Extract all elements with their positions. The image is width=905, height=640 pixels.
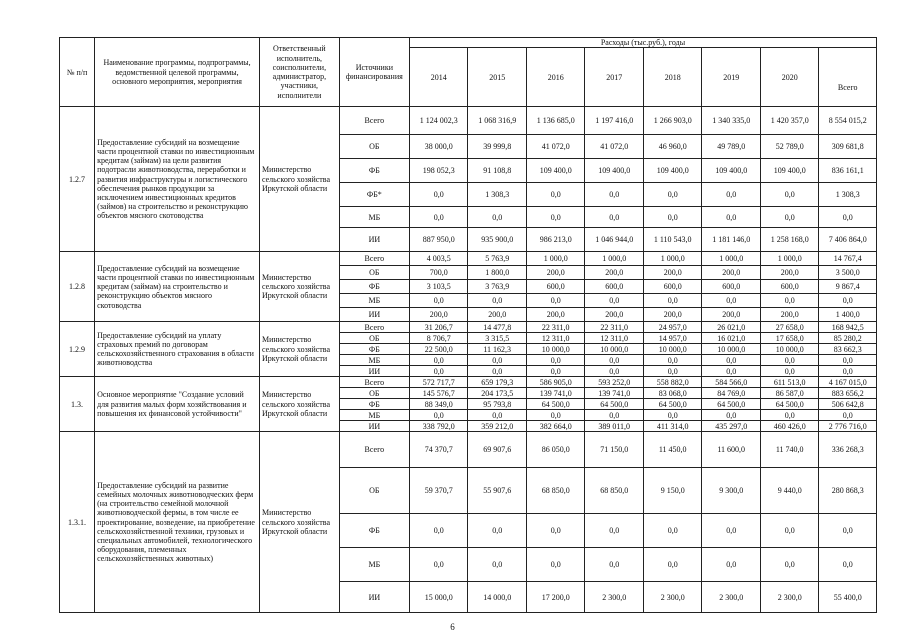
value-cell: 22 311,0 <box>526 322 585 333</box>
item-name: Предоставление субсидий на возмещение части процентной ставки по инвестиционным кредитам (займам) на строительство и реконструкцию объектов мясного скотоводства <box>95 252 260 322</box>
total-cell: 836 161,1 <box>819 159 877 183</box>
value-cell: 8 706,7 <box>409 333 468 344</box>
value-cell: 109 400,0 <box>760 159 819 183</box>
value-cell: 600,0 <box>585 280 644 294</box>
header-executor: Ответственный исполнитель, соисполнители, администратор, участники, исполнители <box>259 38 339 107</box>
value-cell: 11 162,3 <box>468 344 527 355</box>
value-cell: 0,0 <box>526 294 585 308</box>
value-cell: 0,0 <box>643 207 702 228</box>
value-cell: 16 021,0 <box>702 333 761 344</box>
value-cell: 86 050,0 <box>526 432 585 468</box>
value-cell: 0,0 <box>585 366 644 377</box>
value-cell: 0,0 <box>760 183 819 207</box>
value-cell: 0,0 <box>468 207 527 228</box>
total-cell: 3 500,0 <box>819 266 877 280</box>
value-cell: 411 314,0 <box>643 421 702 432</box>
header-year: 2016 <box>526 48 585 107</box>
value-cell: 10 000,0 <box>643 344 702 355</box>
item-executor: Министерство сельского хозяйства Иркутской области <box>259 252 339 322</box>
item-executor: Министерство сельского хозяйства Иркутской области <box>259 377 339 432</box>
value-cell: 109 400,0 <box>585 159 644 183</box>
value-cell: 3 103,5 <box>409 280 468 294</box>
table-row <box>60 107 877 135</box>
value-cell: 10 000,0 <box>702 344 761 355</box>
total-cell: 883 656,2 <box>819 388 877 399</box>
value-cell: 64 500,0 <box>760 399 819 410</box>
value-cell: 611 513,0 <box>760 377 819 388</box>
value-cell: 0,0 <box>409 207 468 228</box>
header-year: 2014 <box>409 48 468 107</box>
total-cell: 1 400,0 <box>819 308 877 322</box>
value-cell: 200,0 <box>409 308 468 322</box>
total-cell: 0,0 <box>819 366 877 377</box>
header-year: 2015 <box>468 48 527 107</box>
value-cell: 3 763,9 <box>468 280 527 294</box>
value-cell: 52 789,0 <box>760 135 819 159</box>
value-cell: 1 110 543,0 <box>643 228 702 252</box>
header-expenses: Расходы (тыс.руб.), годы <box>409 38 876 48</box>
value-cell: 0,0 <box>409 548 468 582</box>
funding-source: МБ <box>339 548 409 582</box>
value-cell: 0,0 <box>409 355 468 366</box>
budget-table <box>59 37 877 613</box>
value-cell: 572 717,7 <box>409 377 468 388</box>
item-number: 1.2.9 <box>60 322 95 377</box>
value-cell: 986 213,0 <box>526 228 585 252</box>
value-cell: 0,0 <box>643 183 702 207</box>
value-cell: 0,0 <box>585 548 644 582</box>
value-cell: 9 440,0 <box>760 468 819 514</box>
value-cell: 2 300,0 <box>702 582 761 613</box>
value-cell: 86 587,0 <box>760 388 819 399</box>
total-cell: 1 308,3 <box>819 183 877 207</box>
value-cell: 41 072,0 <box>526 135 585 159</box>
value-cell: 22 311,0 <box>585 322 644 333</box>
value-cell: 1 266 903,0 <box>643 107 702 135</box>
value-cell: 39 999,8 <box>468 135 527 159</box>
funding-source: МБ <box>339 294 409 308</box>
value-cell: 5 763,9 <box>468 252 527 266</box>
value-cell: 14 957,0 <box>643 333 702 344</box>
value-cell: 558 882,0 <box>643 377 702 388</box>
value-cell: 59 370,7 <box>409 468 468 514</box>
value-cell: 49 789,0 <box>702 135 761 159</box>
value-cell: 0,0 <box>585 294 644 308</box>
value-cell: 145 576,7 <box>409 388 468 399</box>
value-cell: 0,0 <box>409 410 468 421</box>
value-cell: 0,0 <box>409 183 468 207</box>
total-cell: 336 268,3 <box>819 432 877 468</box>
value-cell: 83 068,0 <box>643 388 702 399</box>
value-cell: 0,0 <box>702 410 761 421</box>
value-cell: 38 000,0 <box>409 135 468 159</box>
item-name: Предоставление субсидий на развитие семейных молочных животноводческих ферм (на строительство семейной молочной животноводческой фермы, в том числе ее проектирование, возведение, на приобретение сельскохозяйственной техники, грузовых и специальных автомобилей, технологического оборудования, племенных сельскохозяйственных животных) <box>95 432 260 613</box>
header-year: 2020 <box>760 48 819 107</box>
value-cell: 15 000,0 <box>409 582 468 613</box>
value-cell: 584 566,0 <box>702 377 761 388</box>
total-cell: 280 868,3 <box>819 468 877 514</box>
value-cell: 27 658,0 <box>760 322 819 333</box>
value-cell: 0,0 <box>526 355 585 366</box>
value-cell: 0,0 <box>585 355 644 366</box>
funding-source: Всего <box>339 377 409 388</box>
funding-source: ИИ <box>339 228 409 252</box>
header-source: Источники финансирования <box>339 38 409 107</box>
value-cell: 200,0 <box>702 266 761 280</box>
value-cell: 2 300,0 <box>643 582 702 613</box>
funding-source: ФБ <box>339 399 409 410</box>
header-year: 2019 <box>702 48 761 107</box>
value-cell: 0,0 <box>760 548 819 582</box>
funding-source: Всего <box>339 107 409 135</box>
value-cell: 935 900,0 <box>468 228 527 252</box>
value-cell: 0,0 <box>643 410 702 421</box>
value-cell: 0,0 <box>702 548 761 582</box>
funding-source: ОБ <box>339 135 409 159</box>
value-cell: 389 011,0 <box>585 421 644 432</box>
value-cell: 1 420 357,0 <box>760 107 819 135</box>
value-cell: 10 000,0 <box>526 344 585 355</box>
value-cell: 1 046 944,0 <box>585 228 644 252</box>
value-cell: 200,0 <box>468 308 527 322</box>
value-cell: 0,0 <box>526 410 585 421</box>
value-cell: 64 500,0 <box>702 399 761 410</box>
value-cell: 64 500,0 <box>643 399 702 410</box>
value-cell: 0,0 <box>526 207 585 228</box>
value-cell: 200,0 <box>702 308 761 322</box>
item-executor: Министерство сельского хозяйства Иркутской области <box>259 107 339 252</box>
funding-source: ФБ* <box>339 183 409 207</box>
value-cell: 586 905,0 <box>526 377 585 388</box>
header-num: № п/п <box>60 38 95 107</box>
funding-source: ОБ <box>339 388 409 399</box>
value-cell: 0,0 <box>585 410 644 421</box>
value-cell: 0,0 <box>526 548 585 582</box>
table-row <box>60 322 877 333</box>
value-cell: 2 300,0 <box>760 582 819 613</box>
value-cell: 1 000,0 <box>760 252 819 266</box>
value-cell: 0,0 <box>760 294 819 308</box>
value-cell: 2 300,0 <box>585 582 644 613</box>
value-cell: 200,0 <box>760 266 819 280</box>
value-cell: 0,0 <box>526 366 585 377</box>
funding-source: ФБ <box>339 514 409 548</box>
value-cell: 435 297,0 <box>702 421 761 432</box>
item-number: 1.3. <box>60 377 95 432</box>
value-cell: 198 052,3 <box>409 159 468 183</box>
value-cell: 91 108,8 <box>468 159 527 183</box>
item-executor: Министерство сельского хозяйства Иркутской области <box>259 432 339 613</box>
value-cell: 600,0 <box>643 280 702 294</box>
value-cell: 12 311,0 <box>585 333 644 344</box>
value-cell: 200,0 <box>526 266 585 280</box>
total-cell: 7 406 864,0 <box>819 228 877 252</box>
value-cell: 0,0 <box>468 355 527 366</box>
total-cell: 0,0 <box>819 207 877 228</box>
total-cell: 2 776 716,0 <box>819 421 877 432</box>
total-cell: 8 554 015,2 <box>819 107 877 135</box>
value-cell: 0,0 <box>702 207 761 228</box>
value-cell: 0,0 <box>526 183 585 207</box>
header-year: 2018 <box>643 48 702 107</box>
value-cell: 700,0 <box>409 266 468 280</box>
value-cell: 11 450,0 <box>643 432 702 468</box>
value-cell: 600,0 <box>760 280 819 294</box>
value-cell: 14 000,0 <box>468 582 527 613</box>
value-cell: 0,0 <box>585 207 644 228</box>
value-cell: 0,0 <box>585 183 644 207</box>
page-number: 6 <box>450 622 455 632</box>
total-cell: 0,0 <box>819 355 877 366</box>
funding-source: ИИ <box>339 366 409 377</box>
value-cell: 200,0 <box>760 308 819 322</box>
item-name: Предоставление субсидий на уплату страховых премий по договорам сельскохозяйственного страхования в области животноводства <box>95 322 260 377</box>
funding-source: ФБ <box>339 159 409 183</box>
value-cell: 55 907,6 <box>468 468 527 514</box>
funding-source: ФБ <box>339 280 409 294</box>
value-cell: 139 741,0 <box>526 388 585 399</box>
value-cell: 46 960,0 <box>643 135 702 159</box>
value-cell: 95 793,8 <box>468 399 527 410</box>
funding-source: ОБ <box>339 266 409 280</box>
value-cell: 0,0 <box>760 410 819 421</box>
funding-source: ИИ <box>339 421 409 432</box>
value-cell: 0,0 <box>702 183 761 207</box>
value-cell: 14 477,8 <box>468 322 527 333</box>
header-year: 2017 <box>585 48 644 107</box>
total-cell: 506 642,8 <box>819 399 877 410</box>
value-cell: 109 400,0 <box>526 159 585 183</box>
value-cell: 593 252,0 <box>585 377 644 388</box>
value-cell: 68 850,0 <box>526 468 585 514</box>
value-cell: 0,0 <box>468 294 527 308</box>
value-cell: 0,0 <box>702 294 761 308</box>
value-cell: 200,0 <box>585 266 644 280</box>
table-body <box>60 107 877 613</box>
value-cell: 68 850,0 <box>585 468 644 514</box>
funding-source: МБ <box>339 207 409 228</box>
value-cell: 0,0 <box>409 366 468 377</box>
value-cell: 600,0 <box>526 280 585 294</box>
value-cell: 9 150,0 <box>643 468 702 514</box>
value-cell: 4 003,5 <box>409 252 468 266</box>
value-cell: 11 740,0 <box>760 432 819 468</box>
item-name: Основное мероприятие "Создание условий для развития малых форм хозяйствования и повышения их финансовой устойчивости" <box>95 377 260 432</box>
funding-source: Всего <box>339 252 409 266</box>
value-cell: 659 179,3 <box>468 377 527 388</box>
value-cell: 0,0 <box>468 514 527 548</box>
total-cell: 0,0 <box>819 514 877 548</box>
value-cell: 69 907,6 <box>468 432 527 468</box>
item-number: 1.3.1. <box>60 432 95 613</box>
value-cell: 41 072,0 <box>585 135 644 159</box>
value-cell: 1 068 316,9 <box>468 107 527 135</box>
value-cell: 1 340 335,0 <box>702 107 761 135</box>
value-cell: 0,0 <box>468 366 527 377</box>
item-executor: Министерство сельского хозяйства Иркутской области <box>259 322 339 377</box>
value-cell: 17 658,0 <box>760 333 819 344</box>
funding-source: Всего <box>339 322 409 333</box>
header-name: Наименование программы, подпрограммы, ведомственной целевой программы, основного мероприятия, мероприятия <box>95 38 260 107</box>
item-number: 1.2.7 <box>60 107 95 252</box>
value-cell: 64 500,0 <box>585 399 644 410</box>
total-cell: 4 167 015,0 <box>819 377 877 388</box>
value-cell: 0,0 <box>526 514 585 548</box>
total-cell: 9 867,4 <box>819 280 877 294</box>
value-cell: 11 600,0 <box>702 432 761 468</box>
value-cell: 31 206,7 <box>409 322 468 333</box>
value-cell: 3 315,5 <box>468 333 527 344</box>
header-total: Всего <box>819 48 877 107</box>
total-cell: 309 681,8 <box>819 135 877 159</box>
value-cell: 0,0 <box>643 355 702 366</box>
value-cell: 1 258 168,0 <box>760 228 819 252</box>
value-cell: 1 136 685,0 <box>526 107 585 135</box>
funding-source: ФБ <box>339 344 409 355</box>
value-cell: 338 792,0 <box>409 421 468 432</box>
value-cell: 10 000,0 <box>760 344 819 355</box>
value-cell: 139 741,0 <box>585 388 644 399</box>
value-cell: 600,0 <box>702 280 761 294</box>
total-cell: 83 662,3 <box>819 344 877 355</box>
value-cell: 0,0 <box>702 355 761 366</box>
value-cell: 382 664,0 <box>526 421 585 432</box>
value-cell: 0,0 <box>760 366 819 377</box>
value-cell: 460 426,0 <box>760 421 819 432</box>
total-cell: 0,0 <box>819 294 877 308</box>
value-cell: 0,0 <box>468 410 527 421</box>
total-cell: 0,0 <box>819 548 877 582</box>
value-cell: 0,0 <box>409 514 468 548</box>
funding-source: ИИ <box>339 582 409 613</box>
total-cell: 55 400,0 <box>819 582 877 613</box>
table-row <box>60 432 877 468</box>
value-cell: 12 311,0 <box>526 333 585 344</box>
value-cell: 0,0 <box>760 207 819 228</box>
value-cell: 204 173,5 <box>468 388 527 399</box>
value-cell: 9 300,0 <box>702 468 761 514</box>
value-cell: 200,0 <box>526 308 585 322</box>
funding-source: ОБ <box>339 333 409 344</box>
value-cell: 0,0 <box>643 548 702 582</box>
value-cell: 200,0 <box>643 266 702 280</box>
total-cell: 168 942,5 <box>819 322 877 333</box>
value-cell: 1 308,3 <box>468 183 527 207</box>
funding-source: ИИ <box>339 308 409 322</box>
value-cell: 26 021,0 <box>702 322 761 333</box>
value-cell: 71 150,0 <box>585 432 644 468</box>
value-cell: 0,0 <box>643 366 702 377</box>
value-cell: 84 769,0 <box>702 388 761 399</box>
value-cell: 0,0 <box>643 294 702 308</box>
value-cell: 0,0 <box>702 514 761 548</box>
value-cell: 1 000,0 <box>643 252 702 266</box>
value-cell: 24 957,0 <box>643 322 702 333</box>
value-cell: 109 400,0 <box>643 159 702 183</box>
value-cell: 17 200,0 <box>526 582 585 613</box>
funding-source: МБ <box>339 355 409 366</box>
total-cell: 0,0 <box>819 410 877 421</box>
value-cell: 887 950,0 <box>409 228 468 252</box>
value-cell: 1 000,0 <box>585 252 644 266</box>
total-cell: 14 767,4 <box>819 252 877 266</box>
value-cell: 200,0 <box>585 308 644 322</box>
value-cell: 0,0 <box>468 548 527 582</box>
value-cell: 0,0 <box>409 294 468 308</box>
table-row <box>60 252 877 266</box>
total-cell: 85 280,2 <box>819 333 877 344</box>
value-cell: 359 212,0 <box>468 421 527 432</box>
value-cell: 0,0 <box>760 514 819 548</box>
item-number: 1.2.8 <box>60 252 95 322</box>
funding-source: Всего <box>339 432 409 468</box>
value-cell: 1 124 002,3 <box>409 107 468 135</box>
value-cell: 1 000,0 <box>526 252 585 266</box>
value-cell: 88 349,0 <box>409 399 468 410</box>
value-cell: 0,0 <box>760 355 819 366</box>
funding-source: МБ <box>339 410 409 421</box>
value-cell: 109 400,0 <box>702 159 761 183</box>
value-cell: 200,0 <box>643 308 702 322</box>
value-cell: 22 500,0 <box>409 344 468 355</box>
funding-source: ОБ <box>339 468 409 514</box>
value-cell: 0,0 <box>585 514 644 548</box>
value-cell: 1 181 146,0 <box>702 228 761 252</box>
value-cell: 1 000,0 <box>702 252 761 266</box>
value-cell: 64 500,0 <box>526 399 585 410</box>
item-name: Предоставление субсидий на возмещение части процентной ставки по инвестиционным кредитам (займам) на цели развития подотрасли животноводства, переработки и развития инфраструктуры и логистического обеспечения рынков продукции за исключением инвестиционных кредитов (займов) на строительство и реконструкцию объектов мясного скотоводства <box>95 107 260 252</box>
value-cell: 10 000,0 <box>585 344 644 355</box>
value-cell: 0,0 <box>702 366 761 377</box>
value-cell: 1 197 416,0 <box>585 107 644 135</box>
value-cell: 1 800,0 <box>468 266 527 280</box>
table-row <box>60 377 877 388</box>
value-cell: 0,0 <box>643 514 702 548</box>
value-cell: 74 370,7 <box>409 432 468 468</box>
